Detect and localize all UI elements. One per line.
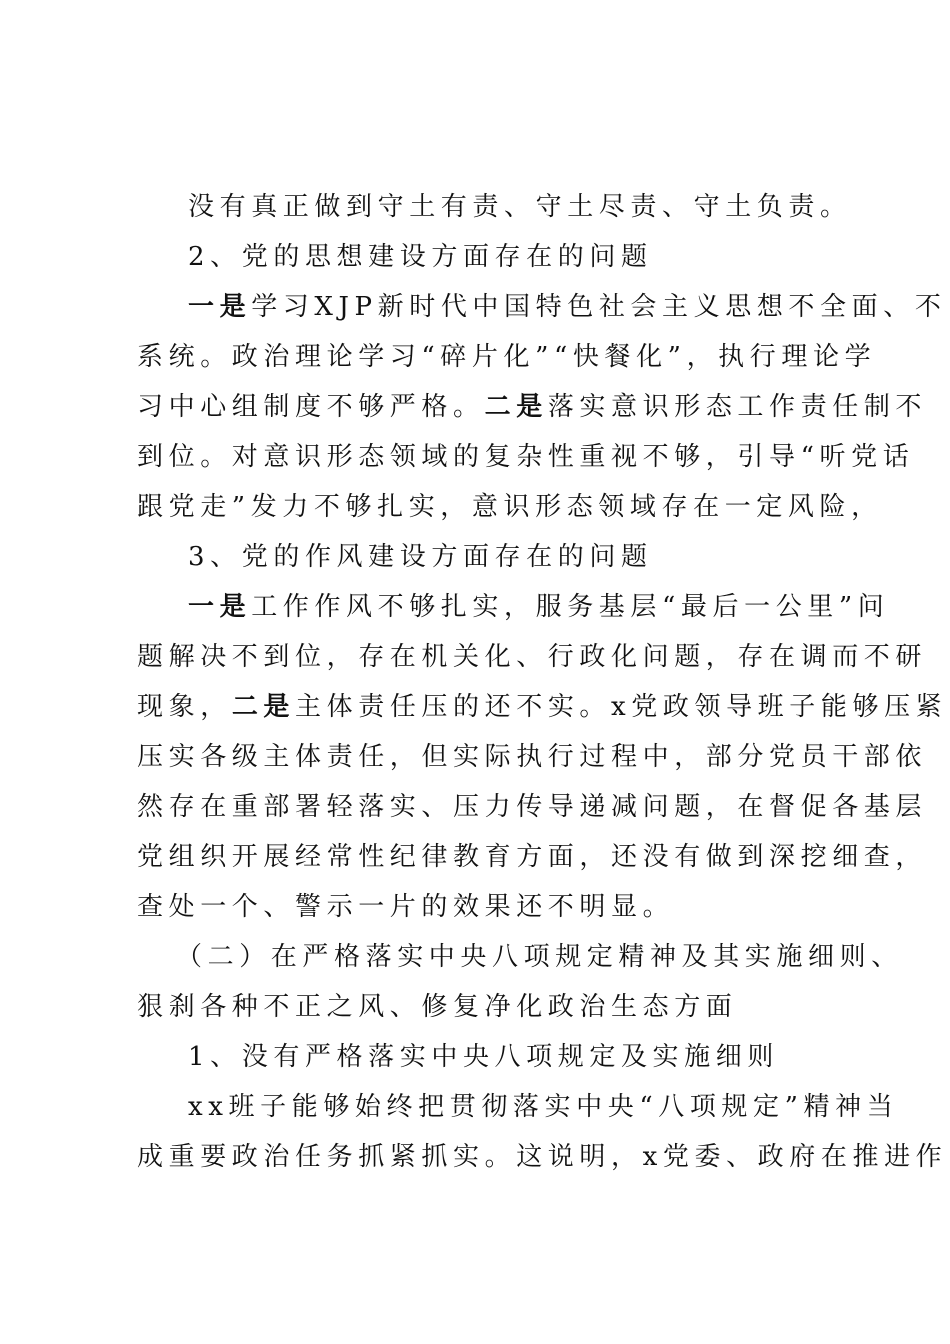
emphasis-text: 一是 [188,292,252,322]
text-line [137,787,928,827]
line-text: 到位。对意识形态领域的复杂性重视不够，引导“听党话 [137,442,915,472]
line-text: xx班子能够始终把贯彻落实中央“八项规定”精神当 [188,1092,899,1122]
text-line [137,737,928,777]
line-text: 狠刹各种不正之风、修复净化政治生态方面 [137,992,738,1022]
line-text: （二）在严格落实中央八项规定精神及其实施细则、 [176,942,903,972]
emphasis-text: 二是 [484,392,548,422]
line-text: 3、党的作风建设方面存在的问题 [188,542,653,572]
text-line [188,537,888,577]
line-text: 系统。政治理论学习“碎片化”“快餐化”，执行理论学 [137,342,877,372]
text-line [137,837,928,877]
text-line [137,387,928,427]
line-text: 然存在重部署轻落实、压力传导递减问题，在督促各基层 [137,792,928,822]
text-line [137,337,877,377]
line-text: 跟党走”发力不够扎实，意识形态领域存在一定风险， [137,492,883,522]
line-text: 学习XJP新时代中国特色社会主义思想不全面、不 [251,292,947,322]
text-line [188,187,888,227]
text-line [137,887,837,927]
line-text: 落实意识形态工作责任制不 [547,392,928,422]
line-text: 主体责任压的还不实。x党政领导班子能够压紧 [295,692,948,722]
section-heading-cont [137,987,837,1027]
emphasis-text: 二是 [231,692,296,722]
line-text: 习中心组制度不够严格。 [137,392,485,422]
line-text: 查处一个、警示一片的效果还不明显。 [137,892,675,922]
text-line [137,487,883,527]
text-line [137,1137,948,1177]
text-line [188,1087,899,1127]
line-text: 工作作风不够扎实，服务基层“最后一公里”问 [251,592,890,622]
line-text: 现象， [137,692,232,722]
text-line [188,587,888,627]
section-heading [176,937,903,977]
line-text: 压实各级主体责任，但实际执行过程中，部分党员干部依 [137,742,928,772]
line-text: 题解决不到位，存在机关化、行政化问题，存在调而不研 [137,642,928,672]
text-line [137,437,915,477]
text-line [137,687,948,727]
line-text: 1、没有严格落实中央八项规定及实施细则 [188,1042,779,1072]
emphasis-text: 一是 [188,592,252,622]
line-text: 没有真正做到守土有责、守土尽责、守土负责。 [188,192,852,222]
text-line [137,637,928,677]
text-line [188,287,947,327]
line-text: 党组织开展经常性纪律教育方面，还没有做到深挖细查， [137,842,928,872]
line-text: 成重要政治任务抓紧抓实。这说明，x党委、政府在推进作 [137,1142,948,1172]
subsection-heading [188,1037,888,1077]
text-line [188,237,888,277]
line-text: 2、党的思想建设方面存在的问题 [188,242,653,272]
